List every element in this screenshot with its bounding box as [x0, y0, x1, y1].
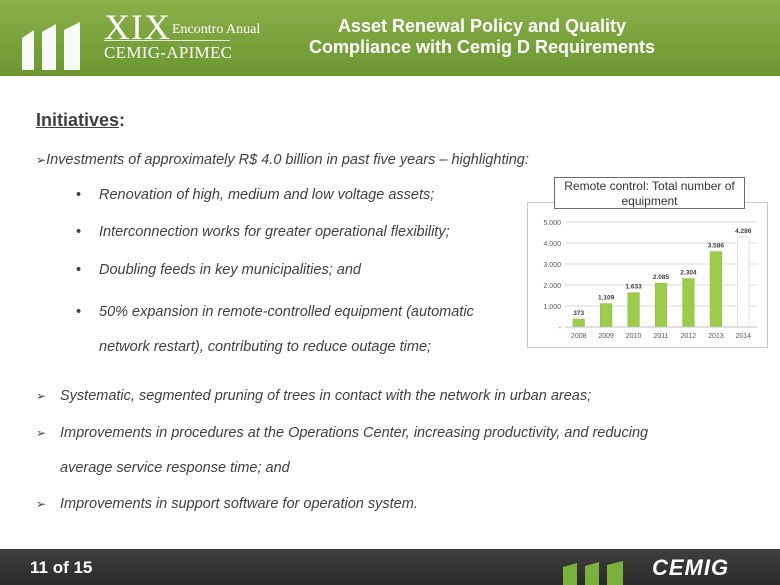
y-tick-label: -	[558, 325, 561, 332]
x-tick-label: 2012	[680, 333, 697, 340]
bar-value-label: 2.085	[652, 274, 670, 282]
y-tick-label: 5.000	[543, 220, 561, 227]
chart-title: Remote control: Total number of equipment	[554, 177, 745, 209]
initiatives-heading	[36, 110, 125, 131]
bar	[628, 293, 640, 327]
dot-bullet-icon: •	[76, 187, 82, 203]
y-tick-label: 2.000	[543, 283, 561, 290]
x-tick-label: 2013	[708, 333, 724, 340]
bar	[600, 304, 612, 327]
main-bullet	[36, 152, 529, 168]
sub-bullet-text: Doubling feeds in key municipalities; and	[99, 262, 361, 278]
slide-title	[292, 16, 672, 58]
sub-bullet	[76, 262, 81, 278]
x-tick-label: 2010	[625, 333, 642, 340]
bullet	[36, 496, 46, 512]
cemig-brand-logo	[650, 551, 760, 583]
x-tick-label: 2014	[735, 333, 752, 340]
arrow-bullet-icon: ➢	[36, 389, 47, 403]
y-tick-label: 3.000	[543, 262, 561, 269]
header-banner	[0, 0, 780, 76]
slide-title-line-1: Asset Renewal Policy and Quality	[337, 16, 627, 36]
bullet-text: Improvements in procedures at the Operations Center, increasing productivity, and reducing	[60, 425, 649, 441]
arrow-bullet-icon: ➢	[36, 426, 47, 440]
y-tick-label: 1.000	[543, 304, 561, 311]
x-tick-label: 2009	[598, 333, 614, 340]
bar-value-label: 4.286	[735, 227, 752, 235]
bar-chart	[527, 202, 766, 346]
footer-logo-blocks-icon	[563, 561, 627, 585]
dot-bullet-icon: •	[76, 224, 82, 240]
dot-bullet-icon: •	[76, 304, 82, 320]
bar-value-label: 2.304	[680, 269, 697, 277]
dot-bullet-icon: •	[76, 262, 82, 278]
initiatives-heading-text: Initiatives	[36, 110, 120, 130]
main-bullet-text: Investments of approximately R$ 4.0 billion in past five years – highlighting:	[46, 152, 529, 168]
y-tick-label: 4.000	[543, 241, 561, 248]
bar	[738, 237, 750, 327]
sub-bullet-text: 50% expansion in remote-controlled equipment (automatic	[99, 304, 474, 320]
bar-value-label: 1.633	[625, 283, 642, 291]
bullet-text-continued: average service response time; and	[60, 460, 290, 476]
cemig-brand-text: CEMIG	[652, 555, 730, 580]
bar	[655, 283, 667, 327]
logo-event-name: Encontro Anual	[172, 22, 261, 37]
bar	[683, 279, 695, 327]
logo-numeral: XIX	[104, 7, 171, 47]
page-number: 11 of 15	[30, 558, 93, 577]
bullet	[36, 388, 46, 404]
sub-bullet-text: Interconnection works for greater operational flexibility;	[99, 224, 450, 240]
arrow-bullet-icon: ➢	[36, 497, 47, 511]
sub-bullet	[76, 304, 81, 320]
initiatives-heading-colon: :	[119, 110, 126, 130]
sub-bullet	[76, 187, 81, 203]
bar	[710, 252, 722, 327]
x-tick-label: 2008	[570, 333, 587, 340]
bullet-text: Systematic, segmented pruning of trees in contact with the network in urban areas;	[60, 388, 592, 404]
logo-org-name: CEMIG-APIMEC	[104, 43, 233, 62]
bar-value-label: 1.109	[598, 294, 615, 302]
sub-bullet	[76, 224, 81, 240]
bullet-text: Improvements in support software for operation system.	[60, 496, 418, 512]
bar-value-label: 373	[573, 310, 585, 318]
slide-title-line-2: Compliance with Cemig D Requirements	[308, 37, 656, 57]
bullet	[36, 425, 46, 441]
sub-bullet-text: Renovation of high, medium and low voltage assets;	[99, 187, 435, 203]
sub-bullet-text-continued: network restart), contributing to reduce outage time;	[99, 339, 432, 355]
x-tick-label: 2011	[653, 333, 669, 340]
arrow-bullet-icon: ➢	[36, 153, 47, 167]
bar-value-label: 3.586	[707, 242, 724, 250]
bar	[573, 319, 585, 327]
